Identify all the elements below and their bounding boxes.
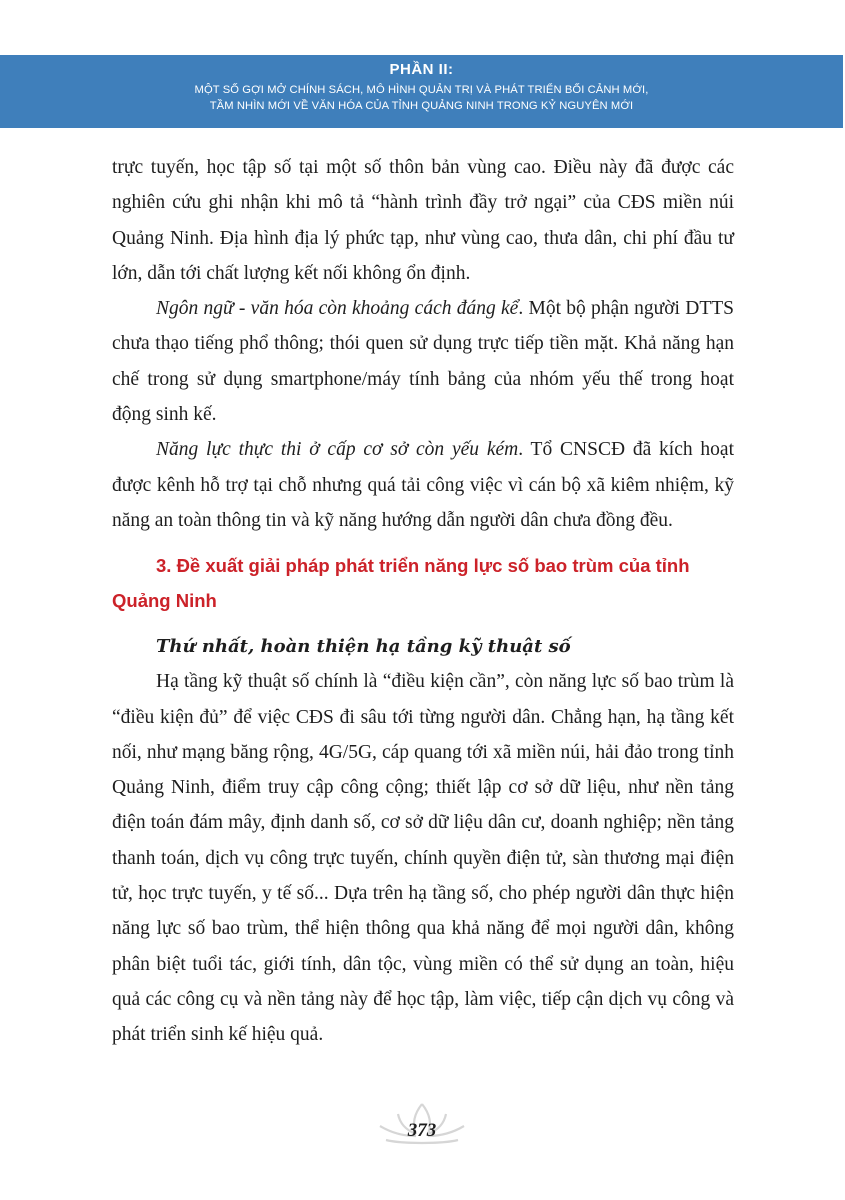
page-footer	[372, 1100, 472, 1148]
part-label: PHẦN II:	[389, 61, 454, 78]
page-number: 373	[407, 1120, 437, 1141]
part-subtitle-line-2: TẦM NHÌN MỚI VỀ VĂN HÓA CỦA TỈNH QUẢNG NINH TRONG KỶ NGUYÊN MỚI	[209, 100, 634, 112]
paragraph-connectivity: trực tuyến, học tập số tại một số thôn bản vùng cao. Điều này đã được các nghiên cứu ghi nhận khi mô tả “hành trình đầy trở ngại” của CĐS miền núi Quảng Ninh. Địa hình địa lý phức tạp, như vùng cao, thưa dân, chi phí đầu tư lớn, dẫn tới chất lượng kết nối không ổn định.	[112, 157, 734, 284]
page-body	[112, 150, 734, 1053]
section-heading-line-1: 3. Đề xuất giải pháp phát triển năng lực số bao trùm của tỉnh	[156, 555, 690, 577]
subheading: Thứ nhất, hoàn thiện hạ tầng kỹ thuật số	[156, 636, 571, 658]
paragraph-language-culture	[112, 291, 734, 432]
paragraph-text: . Một bộ phận người DTTS chưa thạo tiếng phổ thông; thói quen sử dụng trực tiếp tiền mặt. Khả năng hạn chế trong sử dụng smartphone/máy tính bảng của nhóm yếu thế trong hoạt động sinh kế.	[112, 298, 734, 426]
paragraph-lead-italic: Ngôn ngữ - văn hóa còn khoảng cách đáng kể	[156, 298, 519, 320]
paragraph-local-capacity	[112, 432, 734, 538]
part-header-banner	[0, 55, 843, 128]
part-subtitle-line-1: MỘT SỐ GỢI MỞ CHÍNH SÁCH, MÔ HÌNH QUẢN TRỊ VÀ PHÁT TRIỂN BỐI CẢNH MỚI,	[194, 84, 649, 96]
paragraph-text: . Tổ CNSCĐ đã kích hoạt được kênh hỗ trợ tại chỗ nhưng quá tải công việc vì cán bộ xã kiêm nhiệm, kỹ năng an toàn thông tin và kỹ năng hướng dẫn người dân chưa đồng đều.	[112, 439, 734, 531]
section-heading	[112, 548, 734, 618]
paragraph-lead-italic: Năng lực thực thi ở cấp cơ sở còn yếu kém	[156, 439, 519, 461]
section-heading-line-2: Quảng Ninh	[112, 590, 217, 612]
paragraph-infrastructure: Hạ tầng kỹ thuật số chính là “điều kiện cần”, còn năng lực số bao trùm là “điều kiện đủ” để việc CĐS đi sâu tới từng người dân. Chẳng hạn, hạ tầng kết nối, như mạng băng rộng, 4G/5G, cáp quang tới xã miền núi, hải đảo trong tỉnh Quảng Ninh, điểm truy cập công cộng; thiết lập cơ sở dữ liệu, như nền tảng điện toán đám mây, định danh số, cơ sở dữ liệu dân cư, doanh nghiệp; nền tảng thanh toán, dịch vụ công trực tuyến, chính quyền điện tử, sàn thương mại điện tử, học trực tuyến, y tế số... Dựa trên hạ tầng số, cho phép người dân thực hiện năng lực số bao trùm, thể hiện thông qua khả năng để mọi người dân, không phân biệt tuổi tác, giới tính, dân tộc, vùng miền có thể sử dụng an toàn, hiệu quả các công cụ và nền tảng này để học tập, làm việc, tiếp cận dịch vụ công và phát triển sinh kế hiệu quả.	[112, 671, 734, 1046]
